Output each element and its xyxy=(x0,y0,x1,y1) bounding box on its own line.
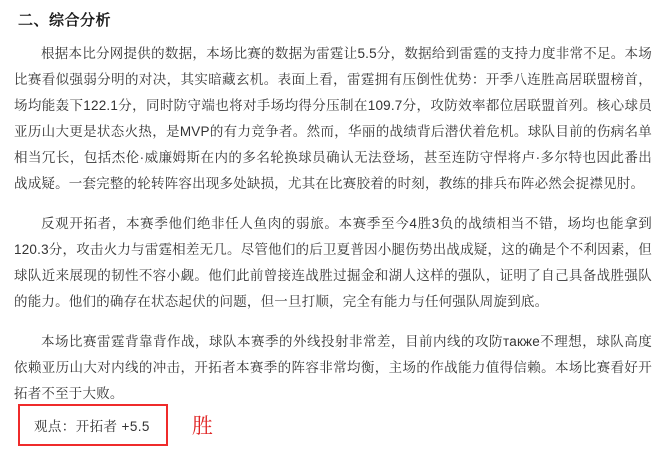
analysis-paragraph-1: 根据本比分网提供的数据，本场比赛的数据为雷霆让5.5分，数据给到雷霆的支持力度非常不足。本场比赛看似强弱分明的对决，其实暗藏玄机。表面上看，雷霆拥有压倒性优势：开季八连胜高居联盟榜首，场均能轰下122.1分，同时防守端也将对手场均得分压制在109.7分，攻防效率都位居联盟首列。核心球员亚历山大更是状态火热，是MVP的有力竞争者。然而，华丽的战绩背后潜伏着危机。球队目前的伤病名单相当冗长，包括杰伦·威廉姆斯在内的多名轮换球员确认无法登场，甚至连防守悍将卢·多尔特也因此番出战成疑。一套完整的轮转阵容出现多处缺损，尤其在比赛胶着的时刻，教练的排兵布阵必然会捉襟见肘。 xyxy=(14,46,652,191)
result-mark: 胜 xyxy=(191,414,214,438)
section-heading: 二、综合分析 xyxy=(18,12,112,29)
analysis-paragraph-2: 反观开拓者，本赛季他们绝非任人鱼肉的弱旅。本赛季至今4胜3负的战绩相当不错，场均也能拿到120.3分，攻击火力与雷霆相差无几。尽管他们的后卫夏普因小腿伤势出战成疑，这的确是个不利因素，但球队近来展现的韧性不容小觑。他们此前曾接连战胜过掘金和湖人这样的强队，证明了自己具备战胜强队的能力。他们的确存在状态起伏的问题，但一旦打顺，完全有能力与任何强队周旋到底。 xyxy=(14,216,652,309)
conclusion-row xyxy=(18,404,214,446)
conclusion-box: 观点：开拓者 +5.5 xyxy=(18,404,168,446)
analysis-paragraph-3: 本场比赛雷霆背靠背作战，球队本赛季的外线投射非常差，目前内线的攻防также不理想，球队高度依赖亚历山大对内线的冲击，开拓者本赛季的阵容非常均衡，主场的作战能力值得信赖。本场比赛看好开拓者不至于大败。 xyxy=(14,334,652,401)
